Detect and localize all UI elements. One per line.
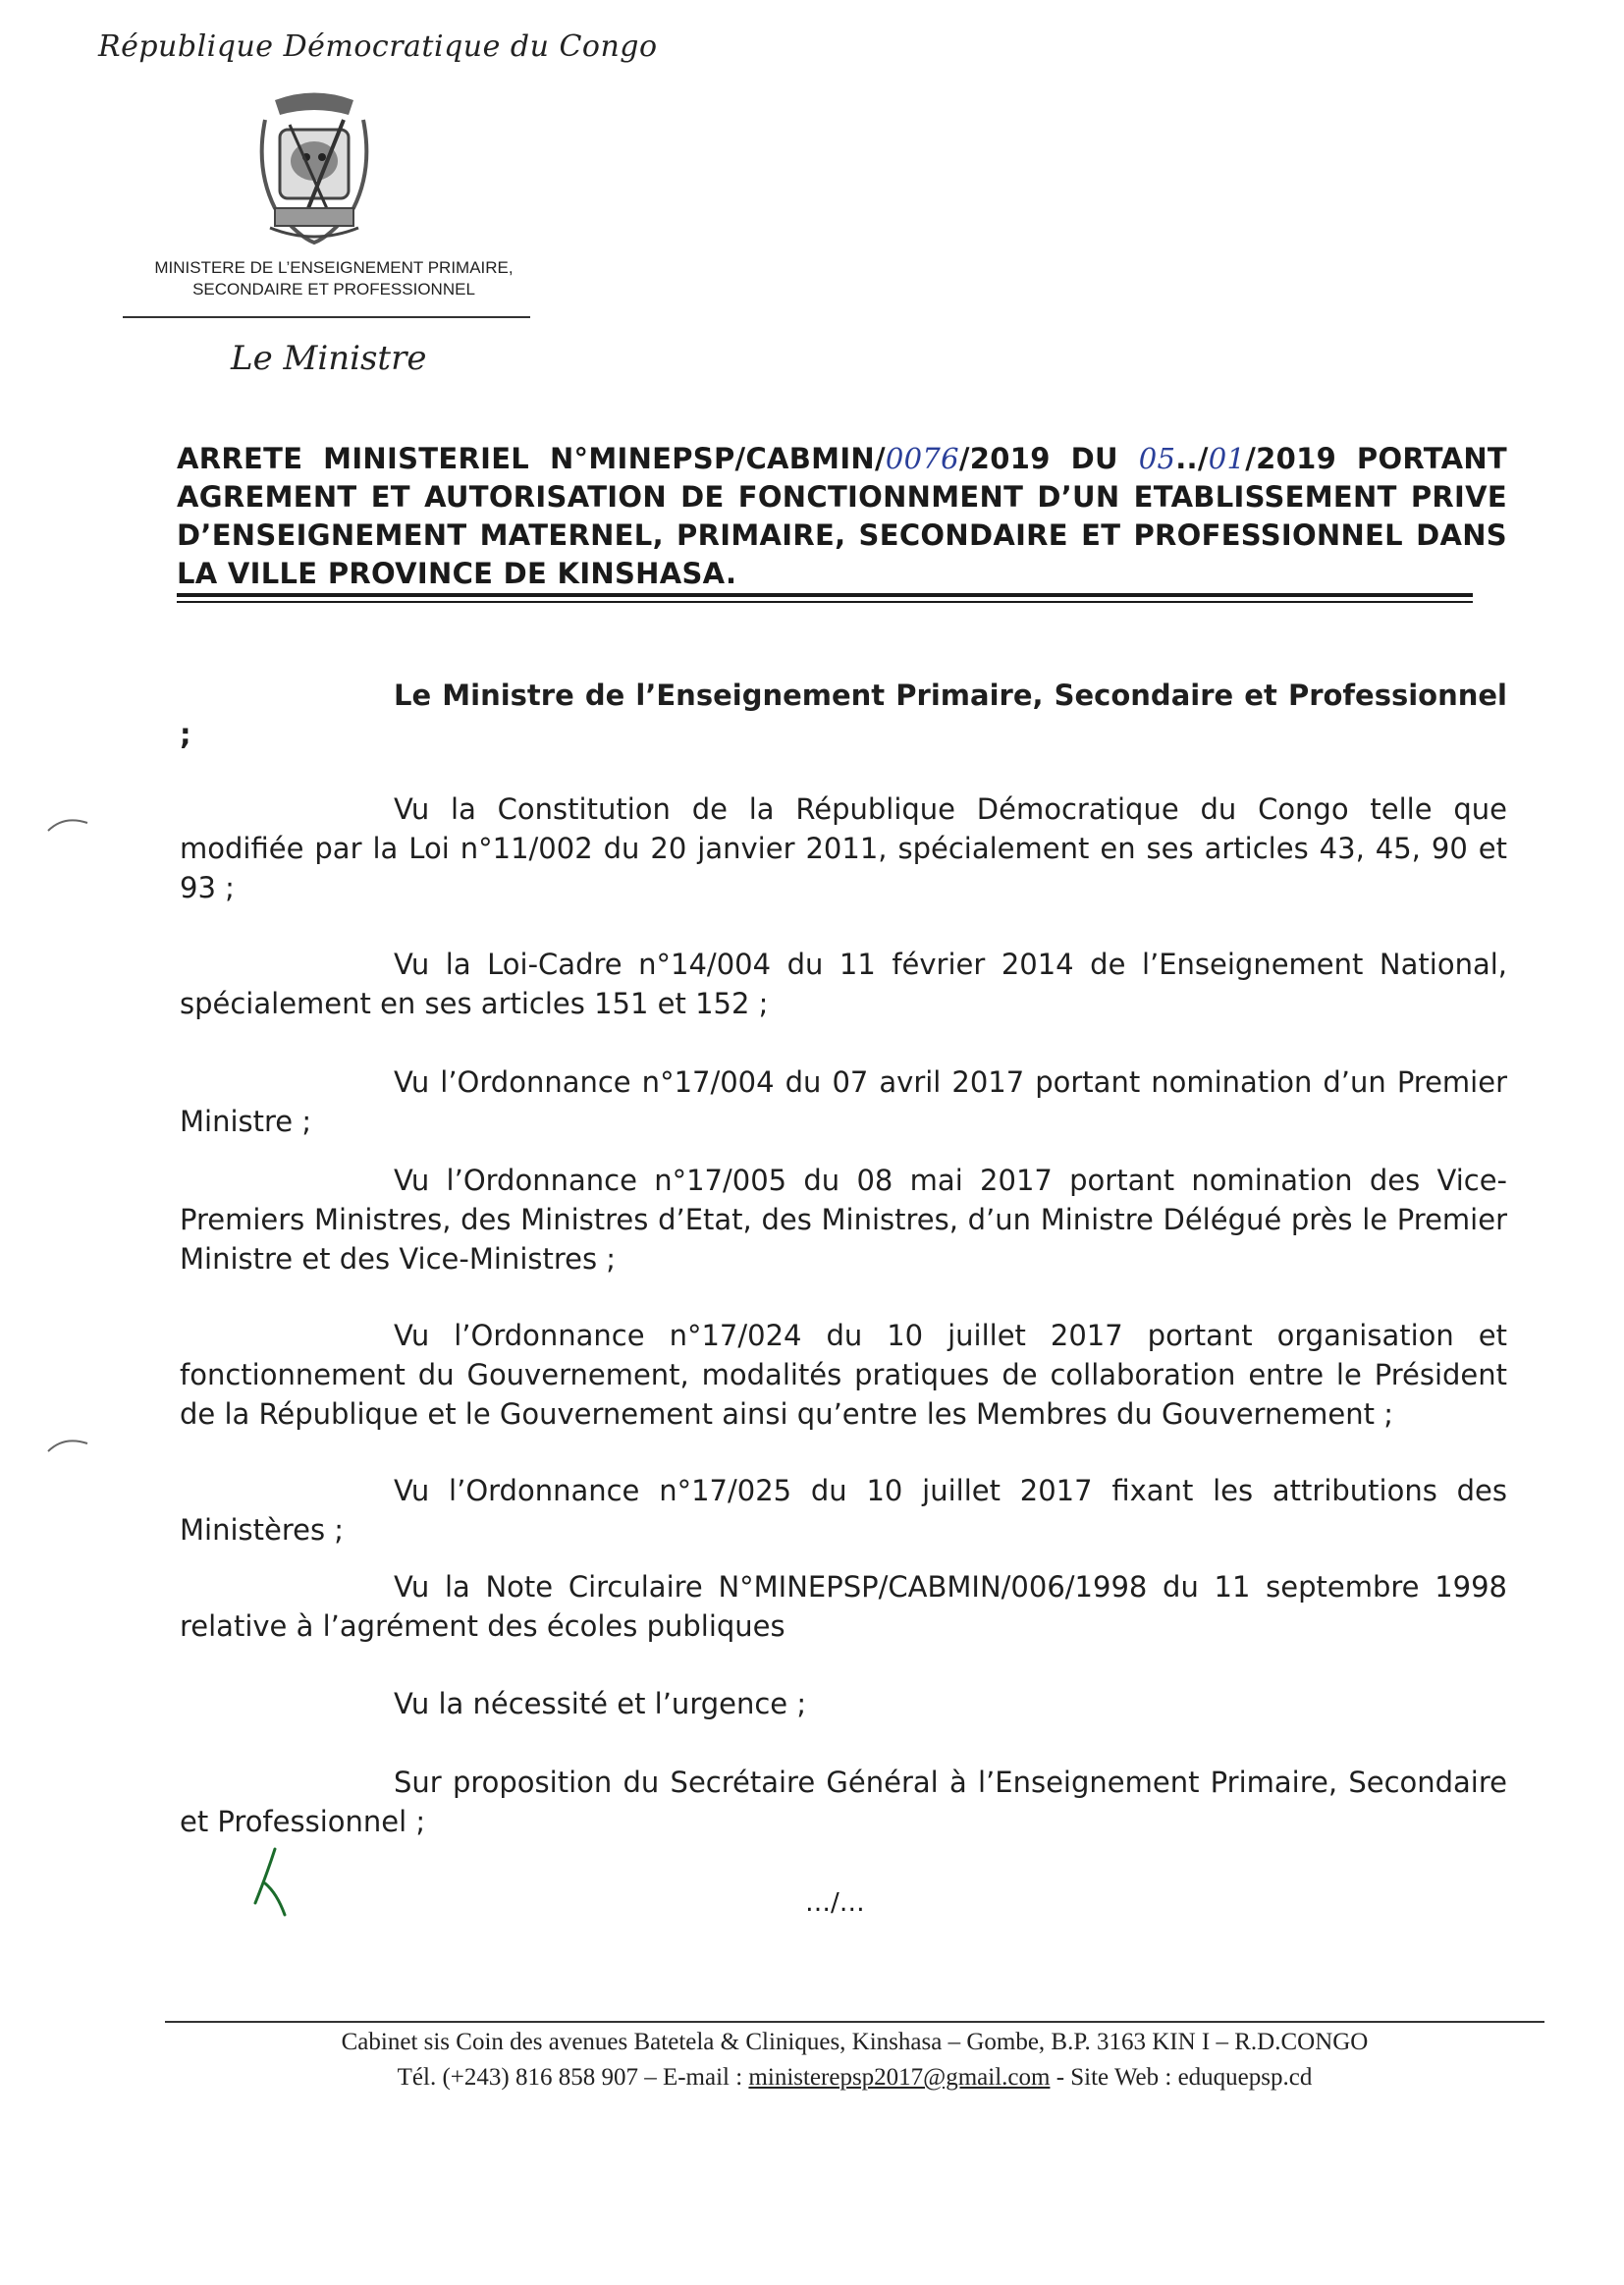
title-underline-thin bbox=[177, 601, 1473, 603]
consideration-3: Vu l’Ordonnance n°17/004 du 07 avril 2017 portant nomination d’un Premier Ministre ; bbox=[180, 1065, 1507, 1138]
footer-divider bbox=[165, 2021, 1544, 2023]
punch-hole-mark bbox=[44, 1434, 93, 1455]
republic-heading: République Démocratique du Congo bbox=[98, 29, 658, 64]
handwritten-month: 01 bbox=[1208, 442, 1246, 475]
consideration-5: Vu l’Ordonnance n°17/024 du 10 juillet 2017 portant organisation et fonctionnement du Gouvernement, modalités pratiques de collaboration entre le Président de la République et le Gouvernement ainsi qu’entre les Membres du Gouvernement ; bbox=[180, 1319, 1507, 1431]
consideration-1: Vu la Constitution de la République Démocratique du Congo telle que modifiée par la Loi n°11/002 du 20 janvier 2011, spécialement en ses articles 43, 45, 90 et 93 ; bbox=[180, 792, 1507, 904]
punch-hole-mark bbox=[44, 813, 93, 835]
consideration-9: Sur proposition du Secrétaire Général à l’Enseignement Primaire, Secondaire et Professionnel ; bbox=[180, 1766, 1507, 1838]
handwritten-day: 05 bbox=[1138, 442, 1176, 475]
title-part-2: /2019 DU bbox=[958, 442, 1139, 475]
divider bbox=[123, 316, 530, 318]
continuation-mark: …/… bbox=[805, 1888, 865, 1918]
footer-contact bbox=[165, 2064, 1544, 2092]
signatory-heading: Le Ministre bbox=[231, 339, 427, 378]
email-link[interactable]: ministerepsp2017@gmail.com bbox=[748, 2064, 1051, 2091]
ministry-name bbox=[118, 257, 550, 300]
footer-address: Cabinet sis Coin des avenues Batetela & Cliniques, Kinshasa – Gombe, B.P. 3163 KIN I – R.D.CONGO bbox=[341, 2029, 1369, 2055]
coat-of-arms-icon bbox=[245, 90, 383, 247]
title-part-1: ARRETE MINISTERIEL N°MINEPSP/CABMIN/ bbox=[177, 442, 886, 475]
consideration-2: Vu la Loi-Cadre n°14/004 du 11 février 2014 de l’Enseignement National, spécialement en ses articles 151 et 152 ; bbox=[180, 948, 1507, 1020]
consideration-8: Vu la nécessité et l’urgence ; bbox=[394, 1687, 807, 1720]
title-underline bbox=[177, 593, 1473, 597]
intro-paragraph: Le Ministre de l’Enseignement Primaire, Secondaire et Professionnel ; bbox=[180, 679, 1507, 751]
decree-title bbox=[177, 440, 1507, 593]
footer-website: - Site Web : eduquepsp.cd bbox=[1050, 2064, 1313, 2091]
consideration-4: Vu l’Ordonnance n°17/005 du 08 mai 2017 portant nomination des Vice-Premiers Ministres, des Ministres d’Etat, des Ministres, d’un Ministre Délégué près le Premier Ministre et des Vice-Ministres ; bbox=[180, 1164, 1507, 1276]
consideration-6: Vu l’Ordonnance n°17/025 du 10 juillet 2017 fixant les attributions des Ministères ; bbox=[180, 1474, 1507, 1547]
ministry-line-1: MINISTERE DE L’ENSEIGNEMENT PRIMAIRE, bbox=[154, 258, 514, 277]
handwritten-number: 0076 bbox=[885, 442, 959, 475]
title-part-3: ../ bbox=[1175, 442, 1209, 475]
footer-phone: Tél. (+243) 816 858 907 – E-mail : bbox=[397, 2064, 749, 2091]
initial-mark-icon bbox=[245, 1844, 304, 1923]
consideration-7: Vu la Note Circulaire N°MINEPSP/CABMIN/006/1998 du 11 septembre 1998 relative à l’agrément des écoles publiques bbox=[180, 1570, 1507, 1643]
title-part-4: /2019 PORTANT AGREMENT ET AUTORISATION DE FONCTIONNMENT D’UN ETABLISSEMENT PRIVE D’ENSEIGNEMENT MATERNEL, PRIMAIRE, SECONDAIRE ET PROFESSIONNEL DANS LA VILLE PROVINCE DE KINSHASA. bbox=[177, 442, 1507, 590]
ministry-line-2: SECONDAIRE ET PROFESSIONNEL bbox=[192, 280, 475, 299]
